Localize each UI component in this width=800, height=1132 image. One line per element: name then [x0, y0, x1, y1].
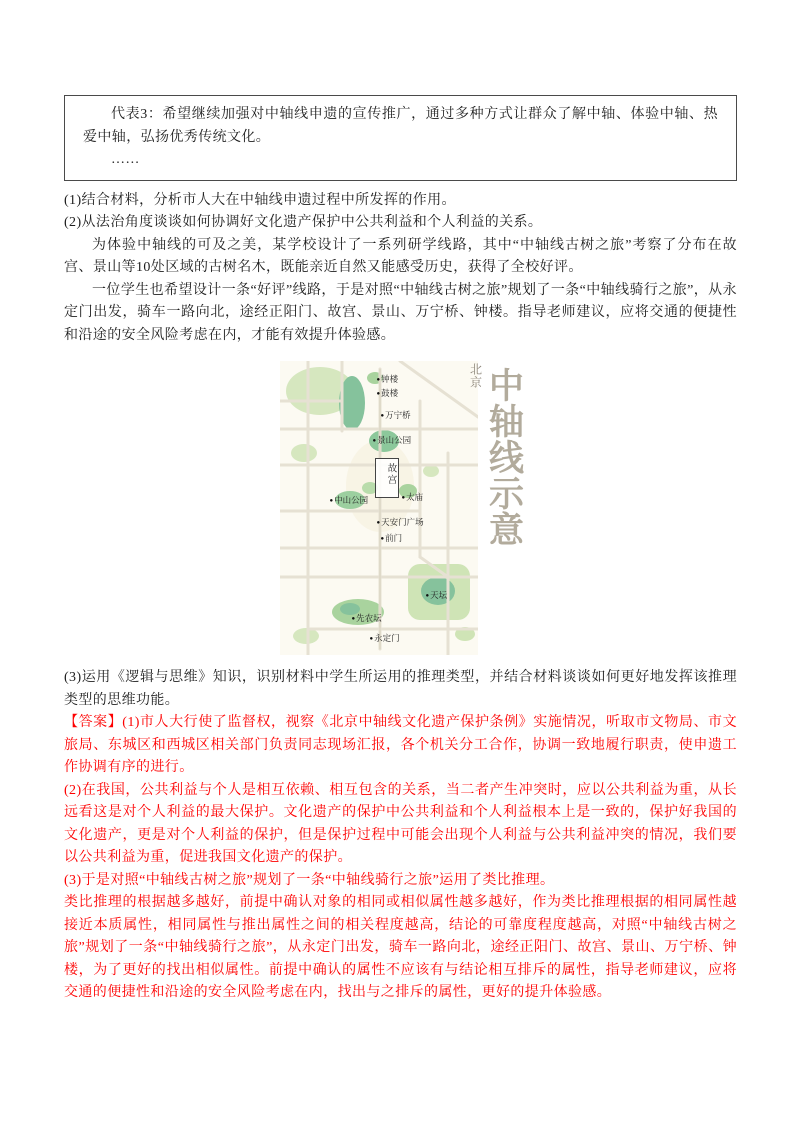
- material-paragraph-1: 为体验中轴线的可及之美，某学校设计了一系列研学线路，其中“中轴线古树之旅”考察了分布在故宫、景山等10处区域的古树名木，既能亲近自然又能感受历史，获得了全校好评。: [64, 237, 737, 275]
- map-label-jingshan-park: ● 景山公园: [373, 435, 412, 446]
- map-background: [280, 361, 478, 655]
- ellipsis-line: ……: [111, 152, 140, 167]
- beijing-central-axis-map: [280, 361, 522, 655]
- map-label-yongdingmen: ● 永定门: [370, 633, 400, 644]
- map-label-qianmen: ● 前门: [381, 533, 403, 544]
- map-label-gugong-box: 故宫: [375, 458, 399, 498]
- material-paragraph-2: 一位学生也希望设计一条“好评”线路，于是对照“中轴线古树之旅”规划了一条“中轴线骑行之旅”，从永定门出发，骑车一路向北，途经正阳门、故宫、景山、万宁桥、钟楼。指导老师建议，应将交通的便捷性和沿途的安全风险考虑在内，才能有效提升体验感。: [64, 282, 737, 343]
- representative-3-text: 代表3：希望继续加强对中轴线申遗的宣传推广，通过多种方式让群众了解中轴、体验中轴、热爱中轴，弘扬优秀传统文化。: [83, 107, 718, 145]
- map-title-beijing: 北京: [468, 363, 483, 389]
- map-label-tiantan: ● 天坛: [426, 590, 448, 601]
- map-title-central-axis: 中轴线示意: [484, 367, 524, 547]
- map-label-gulou: ● 鼓楼: [377, 388, 399, 399]
- answer-label: 【答案】: [64, 715, 123, 730]
- question-3: (3)运用《逻辑与思维》知识，识别材料中学生所运用的推理类型，并结合材料谈谈如何更好地发挥该推理类型的思维功能。: [64, 670, 737, 708]
- map-label-wanningqiao: ● 万宁桥: [381, 410, 411, 421]
- answer-paragraph-2: (2)在我国，公共利益与个人是相互依赖、相互包含的关系，当二者产生冲突时，应以公共利益为重，从长远看这是对个人利益的最大保护。文化遗产的保护中公共利益和个人利益根本上是一致的，保护好我国的文化遗产，更是对个人利益的保护，但是保护过程中可能会出现个人利益与公共利益冲突的情况，我们要以公共利益为重，促进我国文化遗产的保护。: [64, 782, 737, 865]
- answer-paragraph-1: [64, 712, 737, 780]
- answer-1-text: (1)市人大行使了监督权，视察《北京中轴线文化遗产保护条例》实施情况，听取市文物局、市文旅局、东城区和西城区相关部门负责同志现场汇报，各个机关分工合作，协调一致地履行职责，使申遗工作协调有序的进行。: [64, 715, 737, 775]
- representative-3-box: [64, 95, 737, 181]
- question-1: (1)结合材料，分析市人大在中轴线申遗过程中所发挥的作用。: [64, 192, 456, 208]
- question-2: (2)从法治角度谈谈如何协调好文化遗产保护中公共利益和个人利益的关系。: [64, 215, 543, 230]
- answer-paragraph-4: 类比推理的根据越多越好，前提中确认对象的相同或相似属性越多越好，作为类比推理根据的相同属性越接近本质属性，相同属性与推出属性之间的相关程度越高，结论的可靠度程度越高，对照“中轴线古树之旅”规划了一条“中轴线骑行之旅”，从永定门出发，骑车一路向北，途经正阳门、故宫、景山、万宁桥、钟楼，为了更好的找出相似属性。前提中确认的属性不应该有与结论相互排斥的属性，指导老师建议，应将交通的便捷性和沿途的安全风险考虑在内，找出与之排斥的属性，更好的提升体验感。: [64, 895, 737, 1000]
- map-label-zhonglou: ● 钟楼: [377, 374, 399, 385]
- map-label-tiananmen-square: ● 天安门广场: [377, 517, 424, 528]
- map-label-taimiao: ● 太庙: [402, 492, 424, 503]
- map-label-xiannongtan: ● 先农坛: [352, 613, 382, 624]
- map-label-zhongshan-park: ● 中山公园: [330, 495, 369, 506]
- answer-section: [64, 712, 737, 1005]
- answer-paragraph-3: (3)于是对照“中轴线古树之旅”规划了一条“中轴线骑行之旅”运用了类比推理。: [64, 872, 555, 888]
